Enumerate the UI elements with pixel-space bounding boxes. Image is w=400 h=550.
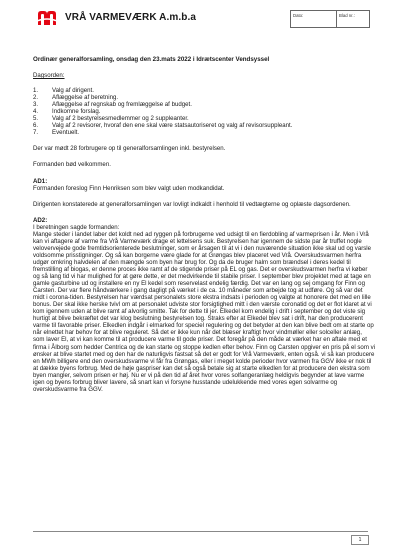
- agenda-item: 5. Valg af 2 bestyrelsesmedlemmer og 2 suppleanter.: [33, 115, 189, 123]
- footer-page-number: 1: [351, 535, 369, 545]
- date-field: Dato:: [291, 11, 337, 27]
- header-info-boxes: [290, 10, 370, 28]
- ad1-line1: Formanden foreslog Finn Henriksen som blev valgt uden modkandidat.: [33, 184, 225, 192]
- agenda-item: 2. Aflæggelse af beretning.: [33, 94, 119, 102]
- agenda-list: [33, 87, 375, 136]
- ad2-heading: AD2:: [33, 216, 48, 224]
- document-body: [33, 56, 375, 393]
- welcome-text: Formanden bød velkommen.: [33, 161, 111, 169]
- footer-divider: [33, 531, 368, 532]
- agenda-item: 6. Valg af 2 revisorer, hvoraf den ene skal være statsautoriseret og valg af revisorsuppleant.: [33, 122, 293, 130]
- agenda-item: 7. Eventuelt.: [33, 129, 80, 137]
- attendance-text: Der var mødt 28 forbrugere op til generalforsamlingen inkl. bestyrelsen.: [33, 145, 226, 153]
- ad2-body: Mange steder i landet laber det koldt ned ad ryggen på forbrugerne ved udsigt til en fierdobling af varmeprisen i år. Men i Vrå kan vi aftagere af varme fra Vrå Varmeværk drage et lettelsens suk. Bestyrelsen har igennem de sidste par år truffet nogle velovervejede gode fremtidsorienterede beslutninger, som er årsagen til at vi i den nuværende situation ikke skal ud og varsle voldsomme prisstigninger. Og så kan borgerne være glade for at Grøngas blev placeret ved Vrå. Overskudsvarmen herfra udgør omkring halvdelen af den mængde som byen har brug for. Og da de bruger halm som brændsel i deres kedel til fremstilling af biogas, er denne proces ikke ramt af de stigende priser på EL og gas. Det er overskudsvarmen herfra vi køber og så lang tid vi har mulighed for at gøre dette, er det medvirkende til stabile priser. I september blev projektet med at tage en gamle gasturbine ud og installere en ny El kedel som reservelast endelig færdig. Det var en lang og sej omgang for Finn og Carsten. Der var flere håndværkere i gang dagligt på værket i de ca. 10 måneder som arbejde tog at udføre. Og så var det midt i corona-tiden. Bestyrelsen har værdsat personalets store ekstra indsats i perioden og valgte at honorere det med en lille bonus. Der skal ikke herske tvivl om at personalet udviste stor forsigtighed mitt i den værste coronatid og det er flot klaret at vi kom igennem uden at blive ramt af alvorlig smitte. Tak for dette til jer. Elkedel kom endelig i drift i september og det viste sig hurtigt at blive bekræftet det var klog beslutning bestyrelsen tog. Straks efter at Elkedel blev sat i drift, har den producerent varme til favorable priser. Elkedlen indgår i elmarked for speciel regulering og det betyder at den kan blive bedt om at starte op når elnettet har behov for at blive reguleret. Så det er ikke kun når det blæser kraftigt hvor vindmøller eller solceller anlæg, som laver El, at vi kan komme til at producere varme til gode priser. Det foregår på den måde at værket har en aftale med et firma i Ålborg som hedder Centrica og de kan starte og stoppe kedlen efter behov. Finn og Carsten opgiver en pris på el som vi ønsker at blive startet med og den har de naturligvis fastsat så det er godt for Vrå Varmeværk, enten også. vi så kan producere en MWh billigere end den overskudsvarme vi får fra Grøngas, eller i meget kolde perioder hvor varmen fra GGV ikke er nok til at dække byens forbrug. Med de høje gaspriser kan det så også betale sig at starte elkedlen for at producere den ekstra som byen mangler, selvom prisen er høj. Nu er vi på den tid af året hvor vores solfangeranlæg heldigvis begynder at lave varme igen og byens forbrug bliver lavere, så snart kan vi forsyne husstande udelukkende med vores egen solvarme og overskudsvarme fra GGV.: [33, 230, 375, 393]
- agenda-heading: Dagsorden:: [33, 72, 65, 80]
- ad2-intro: I beretningen sagde formanden:: [33, 223, 120, 231]
- agenda-item: 1. Valg af dirigent.: [33, 87, 94, 95]
- document-title: Ordinær generalforsamling, onsdag den 23.mats 2022 i Idrætscenter Vendsyssel: [33, 56, 270, 63]
- page-number-field: Blad nr.:: [339, 13, 355, 18]
- document-header: [0, 0, 400, 34]
- agenda-item: 3. Aflæggelse af regnskab og fremlæggelse af budget.: [33, 101, 192, 109]
- agenda-item: 4. Indkomne forslag.: [33, 108, 101, 116]
- company-name: VRÅ VARMEVÆRK A.m.b.a: [65, 12, 197, 23]
- ad1-heading: AD1:: [33, 177, 48, 185]
- ad1-line2: Dirigenten konstaterede at generalforsamlingen var lovligt indkaldt i henhold til vedtægterne og oplæste dagsordenen.: [33, 200, 351, 208]
- vra-varmevaerk-logo-icon: [36, 9, 58, 27]
